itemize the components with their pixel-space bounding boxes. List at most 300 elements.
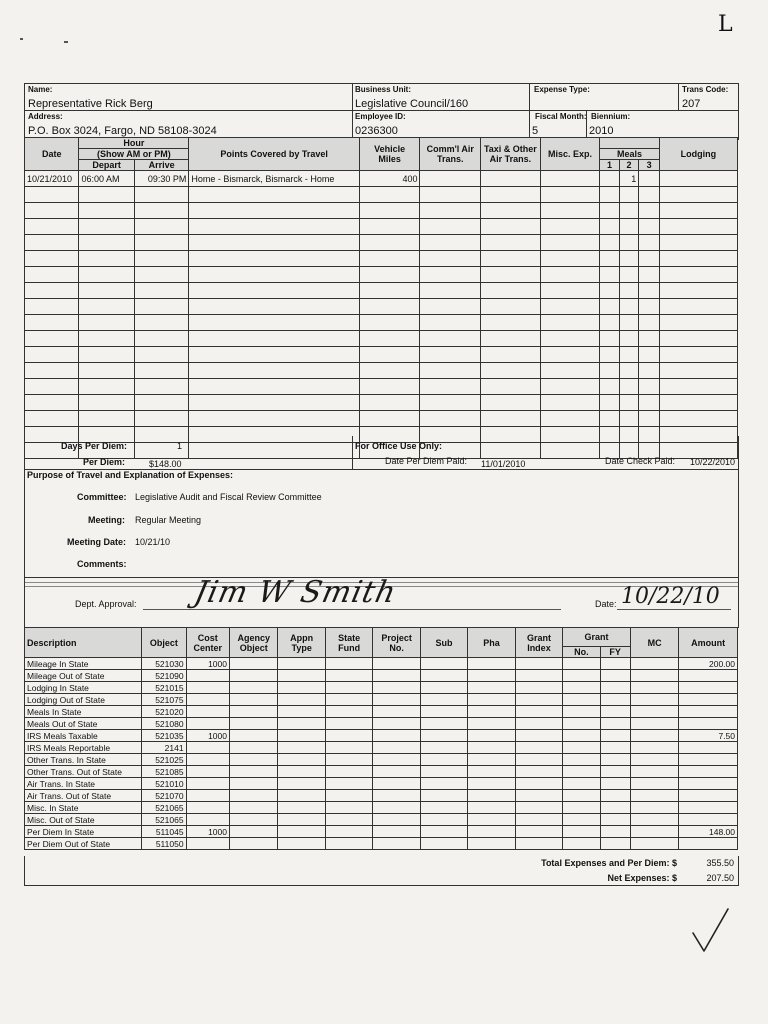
col-project-header: [373, 628, 420, 658]
fiscal-month-value: 5: [532, 125, 539, 137]
travel-cell-empty: [420, 315, 481, 331]
object-row-description: Meals In State: [25, 706, 142, 718]
travel-cell-empty: [619, 395, 639, 411]
object-row-cell: [468, 682, 515, 694]
travel-cell-empty: [79, 363, 134, 379]
travel-cell-empty: [359, 363, 420, 379]
object-row-cell: [515, 682, 562, 694]
object-row-cell: [229, 814, 277, 826]
object-row-cell: [563, 826, 600, 838]
travel-cell-empty: [420, 379, 481, 395]
object-row-cell: [229, 778, 277, 790]
col-taxi-header: [481, 138, 541, 171]
object-row-cell: [325, 814, 372, 826]
object-row: [25, 766, 738, 778]
object-row-amount: [679, 670, 738, 682]
object-row-cell: [229, 826, 277, 838]
col-mc-label: MC: [647, 637, 662, 648]
travel-cell-empty: [359, 235, 420, 251]
travel-cell-empty: [189, 379, 360, 395]
object-row-cell: [420, 742, 467, 754]
col-hour-sub-header: [79, 149, 189, 160]
travel-cell-empty: [481, 235, 541, 251]
travel-cell-m2: 1: [619, 171, 639, 187]
object-row-cell: [325, 790, 372, 802]
object-row-cell: [325, 718, 372, 730]
approval-date-label: Date:: [595, 599, 617, 609]
travel-cell-empty: [359, 347, 420, 363]
object-row-cost-center: [186, 790, 229, 802]
travel-cell-empty: [659, 331, 737, 347]
object-row-cell: [229, 682, 277, 694]
object-row-cell: [563, 694, 600, 706]
travel-cell-empty: [540, 331, 600, 347]
travel-cell-empty: [481, 299, 541, 315]
object-row-description: Air Trans. In State: [25, 778, 142, 790]
object-row-cell: [563, 670, 600, 682]
travel-cell-empty: [134, 379, 188, 395]
object-row-cell: [373, 694, 420, 706]
travel-cell-empty: [359, 267, 420, 283]
object-row-cost-center: [186, 670, 229, 682]
object-row-cell: [600, 814, 630, 826]
object-row-cell: [515, 706, 562, 718]
object-row-cell: [229, 766, 277, 778]
travel-cell-empty: [619, 283, 639, 299]
per-diem-value: $148.00: [149, 459, 182, 469]
travel-cell-empty: [600, 219, 620, 235]
travel-cell-arrive: 09:30 PM: [134, 171, 188, 187]
object-row-cost-center: 1000: [186, 658, 229, 670]
travel-cell-empty: [189, 187, 360, 203]
object-row-cell: [278, 694, 325, 706]
committee-value: Legislative Audit and Fiscal Review Committee: [135, 492, 322, 502]
object-row-cell: [515, 658, 562, 670]
approval-date-value: 10/22/10: [621, 584, 720, 609]
travel-cell-empty: [481, 219, 541, 235]
travel-cell-empty: [25, 187, 79, 203]
travel-cell-empty: [619, 267, 639, 283]
travel-cell-empty: [619, 203, 639, 219]
travel-cell-empty: [600, 347, 620, 363]
object-row-cell: [325, 778, 372, 790]
travel-cell-empty: [359, 219, 420, 235]
object-row-cell: [563, 718, 600, 730]
object-row-cell: [420, 766, 467, 778]
col-lodging-header: [659, 138, 737, 171]
travel-cell-empty: [79, 315, 134, 331]
col-hour-header: [79, 138, 189, 149]
date-per-diem-paid-value: 11/01/2010: [481, 459, 526, 469]
per-diem-label: Per Diem:: [83, 457, 126, 467]
travel-cell-empty: [540, 411, 600, 427]
travel-row-empty: [25, 251, 738, 267]
travel-cell-empty: [659, 235, 737, 251]
object-row-object: 521035: [142, 730, 186, 742]
object-row-cell: [563, 742, 600, 754]
travel-cell-empty: [540, 203, 600, 219]
object-row-cell: [468, 790, 515, 802]
travel-cell-empty: [134, 315, 188, 331]
object-row-cell: [325, 838, 372, 850]
travel-cell-empty: [79, 267, 134, 283]
object-row-cell: [468, 754, 515, 766]
object-row-cell: [630, 742, 678, 754]
object-row-cell: [278, 682, 325, 694]
object-row-cell: [325, 658, 372, 670]
travel-cell-empty: [639, 315, 660, 331]
col-cost-header: [186, 628, 229, 658]
travel-row-empty: [25, 187, 738, 203]
travel-row-empty: [25, 283, 738, 299]
object-row-cell: [468, 658, 515, 670]
object-row-cell: [515, 802, 562, 814]
travel-cell-empty: [619, 187, 639, 203]
travel-row-empty: [25, 315, 738, 331]
object-row-cell: [600, 670, 630, 682]
purpose-block: [24, 469, 739, 578]
travel-cell-empty: [79, 347, 134, 363]
object-row: [25, 670, 738, 682]
col-grant-header: [563, 628, 631, 647]
object-row-cell: [420, 682, 467, 694]
object-row-object: 521085: [142, 766, 186, 778]
object-row-cell: [373, 706, 420, 718]
object-row-cell: [373, 754, 420, 766]
object-row-amount: [679, 754, 738, 766]
employee-id-value: 0236300: [355, 125, 398, 137]
object-row-cell: [229, 730, 277, 742]
object-row-cell: [563, 706, 600, 718]
travel-cell-empty: [639, 251, 660, 267]
travel-cell-empty: [25, 267, 79, 283]
object-row-cell: [563, 682, 600, 694]
object-row-cell: [600, 730, 630, 742]
header-block: [24, 83, 739, 140]
object-row-cost-center: [186, 814, 229, 826]
object-row-cell: [563, 766, 600, 778]
object-row-amount: [679, 682, 738, 694]
travel-cell-empty: [619, 347, 639, 363]
travel-cell-empty: [540, 315, 600, 331]
object-row-cell: [420, 778, 467, 790]
object-row-cell: [229, 742, 277, 754]
travel-cell-empty: [600, 267, 620, 283]
object-row-object: 521065: [142, 802, 186, 814]
col-grant-fy-header: [600, 647, 630, 658]
object-row-cell: [630, 754, 678, 766]
object-row-cell: [563, 730, 600, 742]
object-row-cell: [278, 814, 325, 826]
travel-cell-empty: [481, 251, 541, 267]
travel-cell-empty: [189, 363, 360, 379]
object-row-cell: [325, 742, 372, 754]
object-row: [25, 814, 738, 826]
object-row: [25, 838, 738, 850]
travel-cell-empty: [639, 347, 660, 363]
travel-cell-empty: [189, 331, 360, 347]
travel-cell-empty: [25, 283, 79, 299]
object-row-cell: [229, 838, 277, 850]
travel-cell-empty: [659, 299, 737, 315]
meeting-date-label: Meeting Date:: [67, 537, 127, 547]
object-row-cell: [468, 778, 515, 790]
days-per-diem-value: 1: [177, 441, 183, 451]
col-object-header: [142, 628, 186, 658]
date-per-diem-paid-label: Date Per Diem Paid:: [385, 456, 468, 466]
travel-cell-empty: [134, 251, 188, 267]
object-row-cell: [600, 778, 630, 790]
object-row-cell: [563, 790, 600, 802]
object-row-object: 521015: [142, 682, 186, 694]
col-state-label-2: Fund: [338, 642, 361, 653]
travel-cell-empty: [540, 363, 600, 379]
object-row-cell: [600, 790, 630, 802]
object-row-description: Lodging Out of State: [25, 694, 142, 706]
object-row-cell: [229, 802, 277, 814]
col-taxi-label: Taxi & Other: [483, 144, 537, 154]
travel-cell-empty: [600, 411, 620, 427]
object-row-cell: [278, 754, 325, 766]
object-row-cell: [420, 718, 467, 730]
travel-cell-empty: [359, 187, 420, 203]
business-unit-value: Legislative Council/160: [355, 98, 469, 110]
object-row-cost-center: 1000: [186, 730, 229, 742]
col-description-header: [25, 628, 142, 658]
travel-cell-empty: [79, 411, 134, 427]
object-row-amount: [679, 706, 738, 718]
travel-cell-empty: [600, 283, 620, 299]
travel-cell-empty: [540, 251, 600, 267]
travel-cell-empty: [359, 379, 420, 395]
object-row-amount: 200.00: [679, 658, 738, 670]
travel-cell-empty: [134, 395, 188, 411]
travel-cell-empty: [25, 299, 79, 315]
col-state-header: [325, 628, 372, 658]
object-row-cell: [630, 730, 678, 742]
object-row: [25, 790, 738, 802]
object-row-object: 511045: [142, 826, 186, 838]
col-hour-label: Hour: [123, 138, 145, 148]
travel-cell-empty: [189, 235, 360, 251]
travel-row-empty: [25, 267, 738, 283]
object-row-description: Air Trans. Out of State: [25, 790, 142, 802]
travel-cell-empty: [600, 363, 620, 379]
col-points-header: [189, 138, 360, 171]
travel-cell-empty: [134, 331, 188, 347]
object-row: [25, 682, 738, 694]
travel-cell-empty: [420, 363, 481, 379]
travel-cell-empty: [639, 235, 660, 251]
travel-cell-empty: [420, 299, 481, 315]
object-row-description: Mileage Out of State: [25, 670, 142, 682]
col-agency-header: [229, 628, 277, 658]
travel-cell-empty: [639, 203, 660, 219]
travel-cell-empty: [189, 203, 360, 219]
travel-cell-empty: [481, 379, 541, 395]
object-row-cell: [373, 790, 420, 802]
expense-type-label: Expense Type:: [534, 85, 590, 94]
travel-cell-empty: [25, 395, 79, 411]
travel-cell-empty: [79, 187, 134, 203]
fiscal-month-label: Fiscal Month:: [535, 112, 587, 121]
object-row-cell: [325, 706, 372, 718]
object-row-cost-center: 1000: [186, 826, 229, 838]
object-row: [25, 802, 738, 814]
travel-cell-empty: [189, 395, 360, 411]
object-row-object: 521090: [142, 670, 186, 682]
object-row-cell: [278, 670, 325, 682]
object-row-cell: [468, 826, 515, 838]
travel-cell-empty: [79, 251, 134, 267]
date-check-paid-label: Date Check Paid:: [605, 456, 676, 466]
travel-cell-empty: [659, 411, 737, 427]
trans-code-value: 207: [682, 98, 701, 110]
travel-cell-empty: [420, 347, 481, 363]
travel-cell-empty: [619, 411, 639, 427]
travel-row-empty: [25, 347, 738, 363]
object-row-object: 521080: [142, 718, 186, 730]
object-row-cell: [600, 766, 630, 778]
travel-cell-points: Home - Bismarck, Bismarck - Home: [189, 171, 360, 187]
object-row-cell: [630, 778, 678, 790]
object-row-cell: [420, 838, 467, 850]
object-row-cell: [373, 682, 420, 694]
object-row-cell: [278, 706, 325, 718]
col-grant-index-label: Grant: [526, 632, 551, 643]
travel-row-empty: [25, 331, 738, 347]
object-row-cell: [278, 790, 325, 802]
travel-cell-air: [420, 171, 481, 187]
travel-cell-miles: 400: [359, 171, 420, 187]
object-row-cell: [630, 658, 678, 670]
col-agency-label: Agency: [237, 632, 270, 643]
object-row-cell: [563, 802, 600, 814]
object-row-cell: [515, 814, 562, 826]
object-row-cell: [325, 826, 372, 838]
object-row-cell: [278, 838, 325, 850]
travel-cell-empty: [420, 331, 481, 347]
travel-cell-empty: [420, 235, 481, 251]
object-row-cell: [420, 670, 467, 682]
col-points-label: Points Covered by Travel: [220, 149, 328, 159]
object-row-cell: [468, 730, 515, 742]
object-row: [25, 742, 738, 754]
travel-cell-empty: [359, 331, 420, 347]
object-row-cell: [515, 718, 562, 730]
travel-cell-empty: [134, 267, 188, 283]
col-date-header: [25, 138, 79, 171]
object-row: [25, 706, 738, 718]
name-value: Representative Rick Berg: [28, 98, 153, 110]
object-row-description: Other Trans. In State: [25, 754, 142, 766]
travel-cell-empty: [659, 187, 737, 203]
object-row-cell: [630, 814, 678, 826]
col-vehicle-header: [359, 138, 420, 171]
object-row-amount: [679, 790, 738, 802]
object-row-cell: [420, 802, 467, 814]
per-diem-block: [24, 436, 739, 470]
object-row-cell: [420, 790, 467, 802]
travel-cell-empty: [619, 315, 639, 331]
object-row-cell: [420, 658, 467, 670]
object-row-cell: [468, 670, 515, 682]
travel-cell-empty: [481, 203, 541, 219]
travel-cell-empty: [25, 219, 79, 235]
col-sub-header: [420, 628, 467, 658]
travel-cell-empty: [481, 395, 541, 411]
travel-cell-empty: [619, 219, 639, 235]
col-appn-header: [278, 628, 325, 658]
travel-cell-empty: [189, 283, 360, 299]
object-row-object: 521070: [142, 790, 186, 802]
travel-cell-empty: [189, 251, 360, 267]
travel-cell-empty: [189, 347, 360, 363]
checkmark-icon: [690, 905, 730, 955]
travel-cell-empty: [639, 187, 660, 203]
object-row-cell: [325, 682, 372, 694]
total-expenses-value: 355.50: [706, 858, 734, 868]
object-row-object: 521065: [142, 814, 186, 826]
travel-cell-empty: [189, 267, 360, 283]
col-sub-label: Sub: [435, 637, 453, 648]
object-row-cell: [325, 802, 372, 814]
address-value: P.O. Box 3024, Fargo, ND 58108-3024: [28, 125, 217, 137]
object-row-cell: [278, 718, 325, 730]
travel-cell-empty: [420, 267, 481, 283]
col-meals-header: [600, 138, 660, 149]
travel-cell-lodging: [659, 171, 737, 187]
purpose-heading: Purpose of Travel and Explanation of Expenses:: [27, 470, 234, 480]
col-agency-label-2: Object: [239, 642, 268, 653]
object-row-cell: [420, 754, 467, 766]
object-row-cell: [373, 838, 420, 850]
travel-cell-empty: [189, 299, 360, 315]
object-row-cell: [325, 670, 372, 682]
object-row-cell: [600, 826, 630, 838]
travel-cell-empty: [359, 251, 420, 267]
travel-cell-empty: [639, 267, 660, 283]
object-row-cell: [420, 730, 467, 742]
travel-cell-empty: [659, 251, 737, 267]
travel-cell-empty: [481, 347, 541, 363]
object-row-description: Lodging In State: [25, 682, 142, 694]
col-appn-label-2: Type: [291, 642, 312, 653]
object-row-cell: [600, 682, 630, 694]
object-row: [25, 778, 738, 790]
stray-mark: [20, 38, 23, 40]
office-use-label: For Office Use Only:: [355, 441, 443, 451]
travel-row-empty: [25, 235, 738, 251]
object-row-cell: [468, 814, 515, 826]
travel-cell-empty: [25, 235, 79, 251]
object-row: [25, 718, 738, 730]
object-row-description: IRS Meals Taxable: [25, 730, 142, 742]
object-row-cell: [515, 754, 562, 766]
travel-cell-empty: [134, 219, 188, 235]
travel-cell-empty: [359, 203, 420, 219]
travel-cell-empty: [481, 331, 541, 347]
travel-cell-empty: [359, 283, 420, 299]
object-row-cell: [630, 838, 678, 850]
meeting-value: Regular Meeting: [135, 515, 202, 525]
travel-cell-empty: [420, 251, 481, 267]
col-project-label-2: No.: [389, 642, 404, 653]
travel-cell-empty: [420, 219, 481, 235]
col-project-label: Project: [381, 632, 412, 643]
travel-cell-empty: [420, 411, 481, 427]
object-row-cell: [600, 718, 630, 730]
